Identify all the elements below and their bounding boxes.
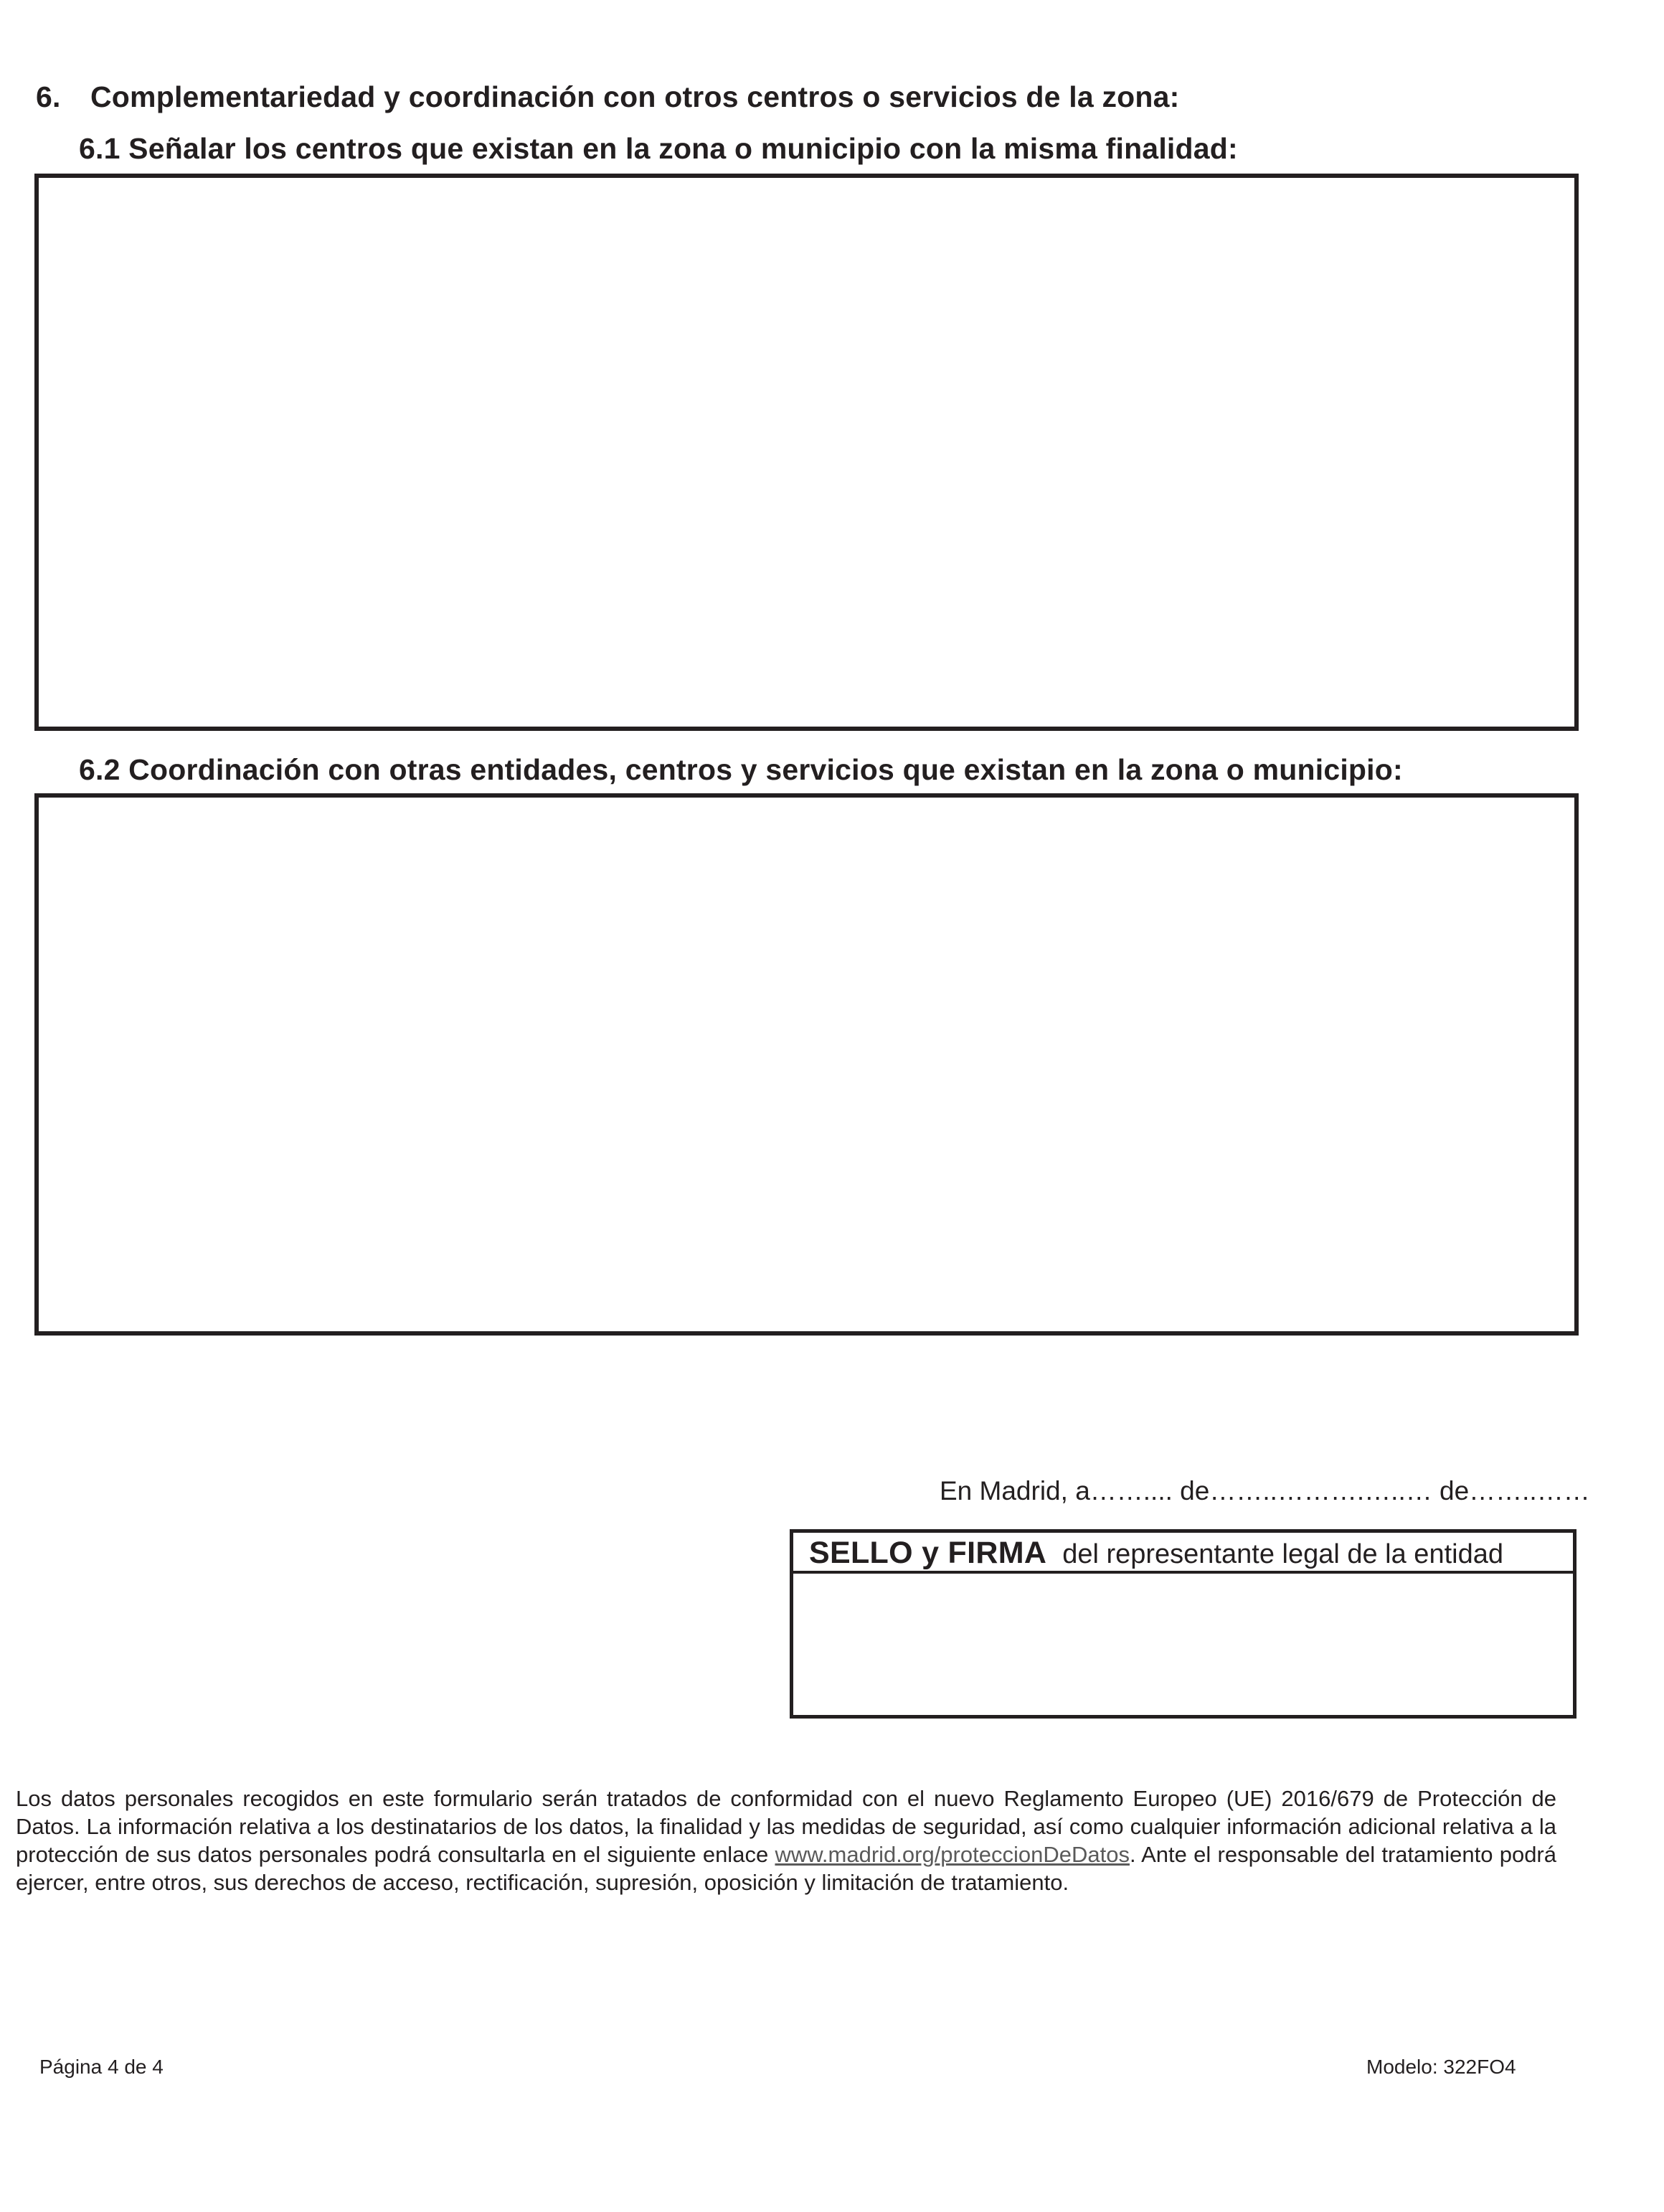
privacy-text-start: Los datos personales recogidos en este formulario serán tratados de conformidad con el nuevo Reglamento Europeo (UE) 2016/679 de Protección de Datos. La información relativa a los destinatarios de los datos, la finalidad y las medidas de seguridad, así como cualquier información adicional relativa a la protección de sus datos personales podrá consultarla en el siguiente enlace [16, 1786, 1556, 1867]
stamp-label-bold: SELLO y FIRMA [809, 1536, 1047, 1570]
date-line: En Madrid, a…….... de……..……….…..… de……..…… [940, 1476, 1590, 1506]
section-6-title: Complementariedad y coordinación con otros centros o servicios de la zona: [90, 80, 1180, 113]
privacy-link[interactable]: www.madrid.org/proteccionDeDatos [775, 1842, 1130, 1867]
section-6-2-answer-field[interactable] [34, 793, 1579, 1336]
privacy-notice [16, 1785, 1556, 1896]
stamp-signature-box[interactable] [790, 1529, 1576, 1719]
model-code: Modelo: 322FO4 [1366, 2056, 1516, 2078]
section-6-heading [36, 80, 1180, 114]
section-6-number: 6. [36, 80, 61, 113]
privacy-text-end: . Ante el responsable del tratamiento podrá ejercer, entre otros, sus derechos de acceso, rectificación, supresión, oposición y limitación de tratamiento. [16, 1842, 1556, 1895]
stamp-box-header [793, 1533, 1573, 1574]
section-6-2-heading: 6.2 Coordinación con otras entidades, centros y servicios que existan en la zona o municipio: [79, 753, 1403, 786]
section-6-1-answer-field[interactable] [34, 174, 1579, 731]
section-6-1-heading: 6.1 Señalar los centros que existan en la zona o municipio con la misma finalidad: [79, 132, 1238, 165]
stamp-label: del representante legal de la entidad [1062, 1539, 1503, 1569]
page-number: Página 4 de 4 [39, 2056, 164, 2078]
